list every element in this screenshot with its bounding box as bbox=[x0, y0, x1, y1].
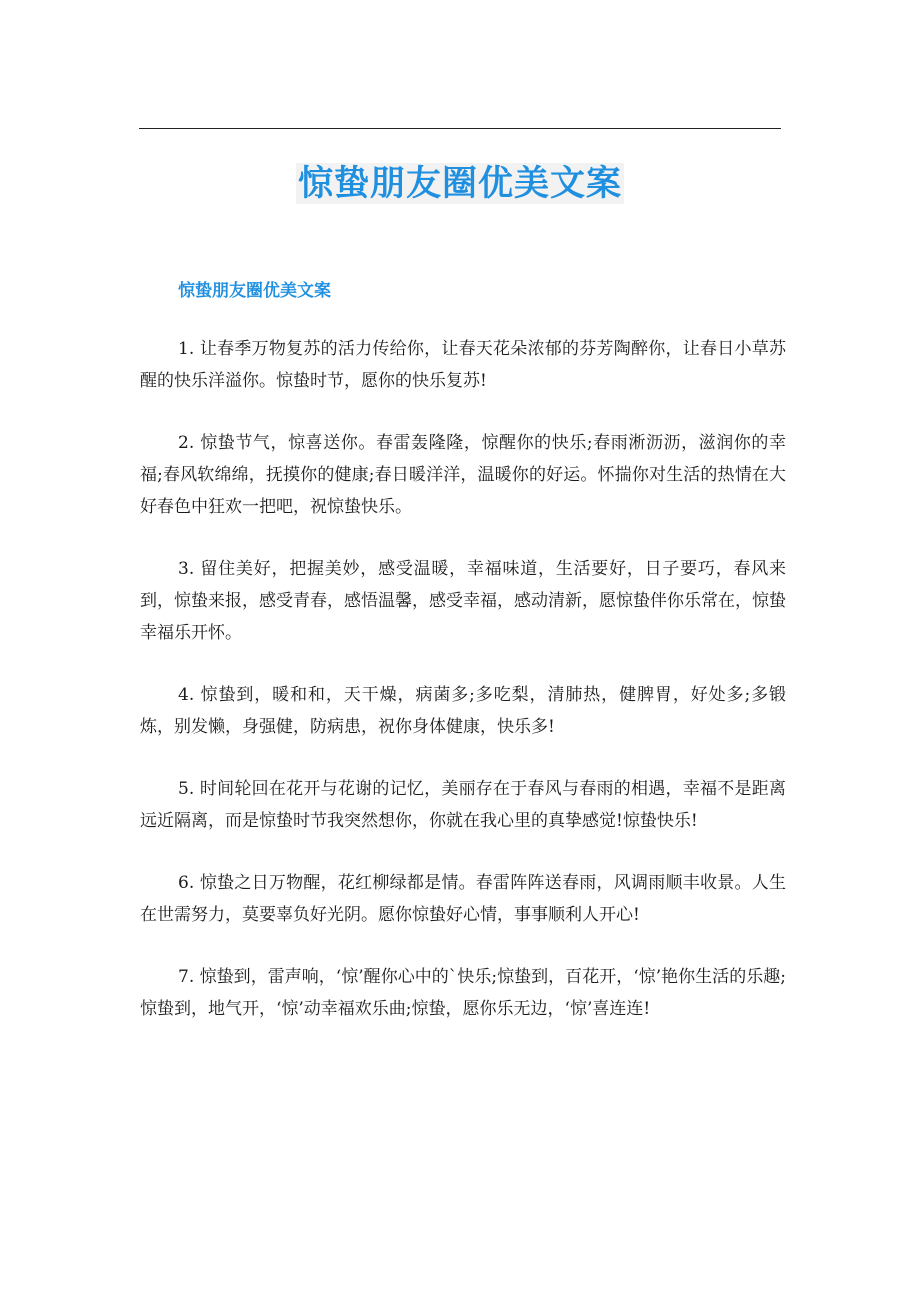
article-body bbox=[140, 333, 786, 1055]
paragraph-6: 6. 惊蛰之日万物醒，花红柳绿都是情。春雷阵阵送春雨，风调雨顺丰收景。人生在世需努力，莫要辜负好光阴。愿你惊蛰好心情，事事顺利人开心! bbox=[140, 873, 786, 925]
page-title bbox=[0, 158, 920, 210]
paragraph-1: 1. 让春季万物复苏的活力传给你，让春天花朵浓郁的芬芳陶醉你，让春日小草苏醒的快乐洋溢你。惊蛰时节，愿你的快乐复苏! bbox=[140, 339, 786, 391]
page-title-text: 惊蛰朋友圈优美文案 bbox=[297, 163, 622, 204]
paragraph-2: 2. 惊蛰节气，惊喜送你。春雷轰隆隆，惊醒你的快乐;春雨淅沥沥，滋润你的幸福;春风软绵绵，抚摸你的健康;春日暖洋洋，温暖你的好运。怀揣你对生活的热情在大好春色中狂欢一把吧，祝惊蛰快乐。 bbox=[140, 433, 786, 517]
paragraph-7: 7. 惊蛰到，雷声响，‘惊’醒你心中的`快乐;惊蛰到，百花开，‘惊’艳你生活的乐趣;惊蛰到，地气开，‘惊’动幸福欢乐曲;惊蛰，愿你乐无边，‘惊’喜连连! bbox=[140, 967, 786, 1019]
paragraph-3: 3. 留住美好，把握美妙，感受温暖，幸福味道，生活要好，日子要巧，春风来到，惊蛰来报，感受青春，感悟温馨，感受幸福，感动清新，愿惊蛰伴你乐常在，惊蛰幸福乐开怀。 bbox=[140, 559, 786, 643]
section-heading: 惊蛰朋友圈优美文案 bbox=[178, 281, 331, 301]
paragraph-4: 4. 惊蛰到，暖和和，天干燥，病菌多;多吃梨，清肺热，健脾胃，好处多;多锻炼，别发懒，身强健，防病患，祝你身体健康，快乐多! bbox=[140, 685, 786, 737]
top-divider bbox=[139, 128, 781, 129]
paragraph-5: 5. 时间轮回在花开与花谢的记忆，美丽存在于春风与春雨的相遇，幸福不是距离远近隔离，而是惊蛰时节我突然想你，你就在我心里的真挚感觉!惊蛰快乐! bbox=[140, 779, 786, 831]
